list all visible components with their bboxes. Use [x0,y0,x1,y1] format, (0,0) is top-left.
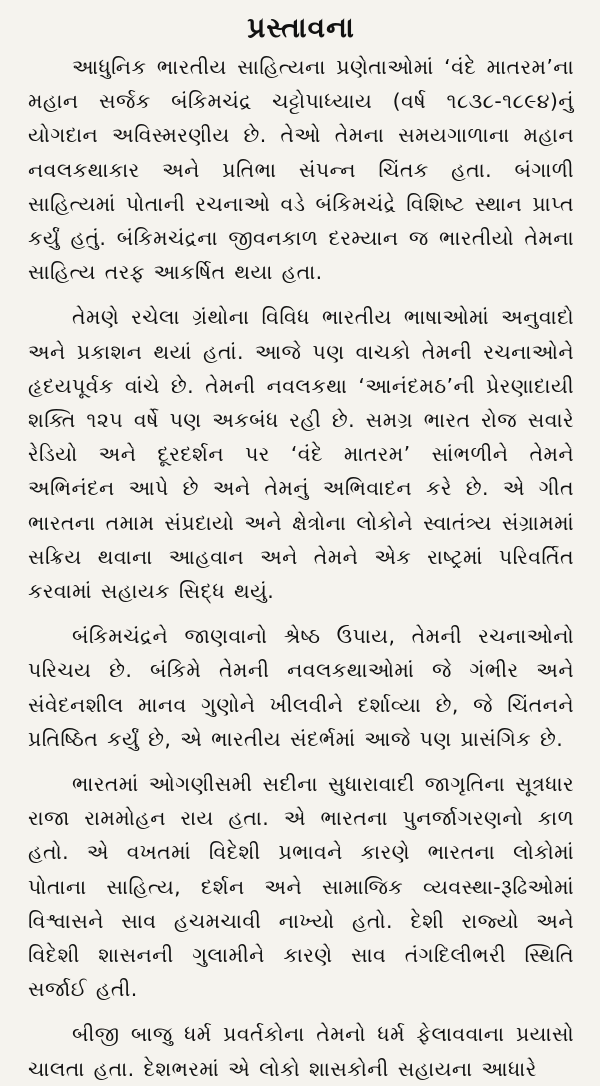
paragraph-4: ભારતમાં ઓગણીસમી સદીના સુધારાવાદી જાગૃતિના સૂત્રધાર રાજા રામમોહન રાય હતા. એ ભારતના પુનર્જાગરણનો કાળ હતો. એ વખતમાં વિદેશી પ્રભાવને કારણે ભારતના લોકોમાં પોતાના સાહિત્ય, દર્શન અને સામાજિક વ્યવસ્થા-રૂઢિઓમાં વિશ્વાસને સાવ હચમચાવી નાખ્યો હતો. દેશી રાજ્યો અને વિદેશી શાસનની ગુલામીને કારણે સાવ તંગદિલીભરી સ્થિતિ સર્જાઈ હતી. [28,772,574,1002]
paragraph-1: આધુનિક ભારતીય સાહિત્યના પ્રણેતાઓમાં ‘વંદે માતરમ’ના મહાન સર્જક બંકિમચંદ્ર ચટ્ટોપાધ્યાય (વર્ષ ૧૮૩૮-૧૮૯૪)નું યોગદાન અવિસ્મરણીય છે. તેઓ તેમના સમયગાળાના મહાન નવલકથાકાર અને પ્રતિભા સંપન્ન ચિંતક હતા. બંગાળી સાહિત્યમાં પોતાની રચનાઓ વડે બંકિમચંદ્રે વિશિષ્ટ સ્થાન પ્રાપ્ત કર્યું હતું. બંકિમચંદ્રના જીવનકાળ દરમ્યાન જ ભારતીયો તેમના સાહિત્ય તરફ આકર્ષિત થયા હતા. [28,55,574,285]
paragraph-5: બીજી બાજુ ધર્મ પ્રવર્તકોના તેમનો ધર્મ ફેલાવવાના પ્રયાસો ચાલતા હતા. દેશભરમાં એ લોકો શાસકોની સહાયના આધારે [28,1022,574,1081]
paragraph-3: બંકિમચંદ્રને જાણવાનો શ્રેષ્ઠ ઉપાય, તેમની રચનાઓનો પરિચય છે. બંકિમે તેમની નવલકથાઓમાં જે ગંભીર અને સંવેદનશીલ માનવ ગુણોને ખીલવીને દર્શાવ્યા છે, જે ચિંતનને પ્રતિષ્ઠિત કર્યું છે, એ ભારતીય સંદર્ભમાં આજે પણ પ્રાસંગિક છે. [28,624,574,751]
page-title: પ્રસ્તાવના [247,11,355,44]
paragraph-2: તેમણે રચેલા ગ્રંથોના વિવિધ ભારતીય ભાષાઓમાં અનુવાદો અને પ્રકાશન થયાં હતાં. આજે પણ વાચકો તેમની રચનાઓને હૃદયપૂર્વક વાંચે છે. તેમની નવલકથા ‘આનંદમઠ’ની પ્રેરણાદાયી શક્તિ ૧૨૫ વર્ષે પણ અકબંધ રહી છે. સમગ્ર ભારત રોજ સવારે રેડિયો અને દૂરદર્શન પર ‘વંદે માતરમ’ સાંભળીને તેમને અભિનંદન આપે છે અને તેમનું અભિવાદન કરે છે. એ ગીત ભારતના તમામ સંપ્રદાયો અને ક્ષેત્રોના લોકોને સ્વાતંત્ર્ય સંગ્રામમાં સક્રિય થવાના આહવાન અને તેમને એક રાષ્ટ્રમાં પરિવર્તિત કરવામાં સહાયક સિદ્ધ થયું. [28,305,574,604]
